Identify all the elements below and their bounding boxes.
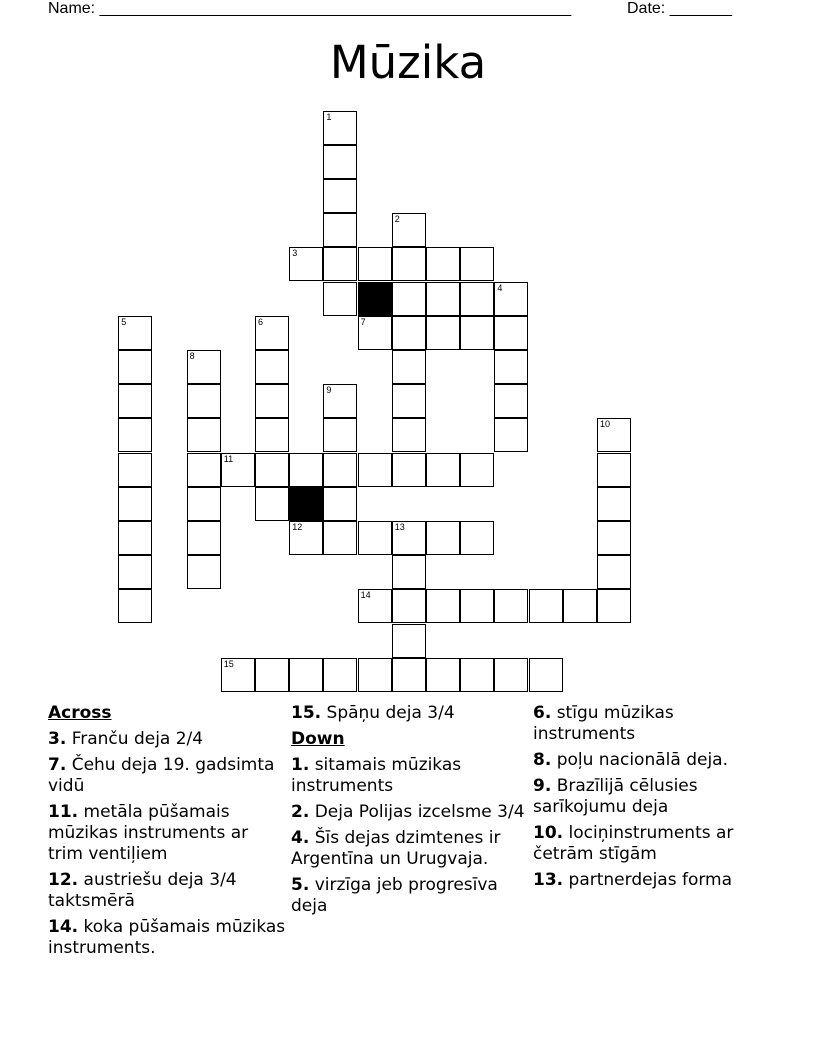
clues-column-2: [291, 703, 529, 922]
crossword-cell[interactable]: [255, 384, 289, 418]
crossword-cell[interactable]: [392, 418, 426, 452]
crossword-cell[interactable]: [494, 316, 528, 350]
crossword-cell[interactable]: [118, 418, 152, 452]
crossword-cell[interactable]: [323, 111, 357, 145]
crossword-cell[interactable]: [118, 384, 152, 418]
clue-down-13: [533, 870, 771, 891]
clue-text: austriešu deja 3/4 taktsmērā: [48, 870, 237, 911]
clue-across-14: [48, 917, 286, 959]
clue-number: 9.: [533, 776, 552, 796]
crossword-cell[interactable]: [426, 521, 460, 555]
crossword-cell[interactable]: [597, 589, 631, 623]
cell-number: 3: [292, 248, 298, 259]
crossword-cell[interactable]: [597, 418, 631, 452]
clue-down-9: [533, 776, 771, 818]
crossword-cell[interactable]: [255, 658, 289, 692]
crossword-cell[interactable]: [187, 555, 221, 589]
crossword-cell[interactable]: [392, 589, 426, 623]
clue-text: Brazīlijā cēlusies sarīkojumu deja: [533, 776, 698, 817]
clue-number: 15.: [291, 703, 322, 723]
crossword-cell[interactable]: [323, 658, 357, 692]
crossword-cell[interactable]: [255, 453, 289, 487]
cell-number: 8: [189, 351, 195, 361]
cell-number: 6: [258, 316, 264, 327]
crossword-cell[interactable]: [358, 521, 392, 555]
crossword-cell[interactable]: [323, 487, 357, 521]
crossword-cell[interactable]: [460, 282, 494, 316]
crossword-cell[interactable]: [392, 213, 426, 247]
crossword-cell[interactable]: [494, 282, 528, 316]
clue-text: partnerdejas forma: [568, 870, 733, 890]
clue-down-1: [291, 755, 529, 797]
crossword-cell[interactable]: [187, 487, 221, 521]
clue-across-3: [48, 729, 286, 750]
cell-number: 2: [394, 214, 400, 225]
crossword-black-cell: [358, 282, 392, 316]
clue-text: Šīs dejas dzimtenes ir Argentīna un Urugvaja.: [291, 828, 501, 869]
clue-across-7: [48, 755, 286, 797]
crossword-cell[interactable]: [255, 487, 289, 521]
crossword-cell[interactable]: [255, 418, 289, 452]
cell-number: 4: [497, 282, 503, 293]
crossword-cell[interactable]: [358, 316, 392, 350]
crossword-cell[interactable]: [529, 658, 563, 692]
clues-column-1: [48, 703, 286, 964]
crossword-cell[interactable]: [392, 521, 426, 555]
crossword-cell[interactable]: [323, 384, 357, 418]
crossword-cell[interactable]: [392, 384, 426, 418]
crossword-cell[interactable]: [460, 589, 494, 623]
clue-text: koka pūšamais mūzikas instruments.: [48, 917, 286, 958]
clue-number: 4.: [291, 828, 310, 848]
cell-number: 14: [360, 590, 371, 601]
crossword-cell[interactable]: [426, 453, 460, 487]
clue-down-10: [533, 823, 771, 865]
clue-down-8: [533, 750, 771, 771]
crossword-cell[interactable]: [323, 521, 357, 555]
clue-text: Deja Polijas izcelsme 3/4: [314, 802, 525, 822]
crossword-cell[interactable]: [392, 282, 426, 316]
crossword-cell[interactable]: [118, 555, 152, 589]
crossword-cell[interactable]: [494, 589, 528, 623]
crossword-cell[interactable]: [529, 589, 563, 623]
clue-number: 7.: [48, 755, 67, 775]
crossword-cell[interactable]: [289, 247, 323, 281]
crossword-cell[interactable]: [187, 350, 221, 384]
crossword-cell[interactable]: [392, 658, 426, 692]
cell-number: 1: [326, 111, 332, 122]
crossword-cell[interactable]: [460, 453, 494, 487]
crossword-cell[interactable]: [323, 453, 357, 487]
crossword-cell[interactable]: [221, 453, 255, 487]
crossword-cell[interactable]: [118, 589, 152, 623]
clue-number: 11.: [48, 802, 79, 822]
clue-text: Franču deja 2/4: [71, 729, 204, 749]
crossword-cell[interactable]: [392, 247, 426, 281]
clue-across-11: [48, 802, 286, 865]
cell-number: 12: [292, 522, 303, 532]
crossword-cell[interactable]: [358, 453, 392, 487]
cell-number: 7: [360, 316, 366, 327]
crossword-cell[interactable]: [118, 521, 152, 555]
crossword-cell[interactable]: [187, 521, 221, 555]
clue-across-12: [48, 870, 286, 912]
crossword-cell[interactable]: [597, 521, 631, 555]
crossword-cell[interactable]: [187, 453, 221, 487]
crossword-cell[interactable]: [597, 453, 631, 487]
clue-text: poļu nacionālā deja.: [556, 750, 728, 770]
crossword-cell[interactable]: [187, 384, 221, 418]
crossword-cell[interactable]: [563, 589, 597, 623]
clue-text: metāla pūšamais mūzikas instruments ar trim ventiļiem: [48, 802, 249, 864]
crossword-cell[interactable]: [323, 282, 357, 316]
clue-number: 14.: [48, 917, 79, 937]
clue-down-2: [291, 802, 529, 823]
cell-number: 5: [121, 316, 127, 327]
cell-number: 11: [223, 453, 234, 464]
date-line: Date: _______: [627, 0, 732, 17]
crossword-cell[interactable]: [118, 316, 152, 350]
crossword-cell[interactable]: [289, 658, 323, 692]
crossword-cell[interactable]: [118, 350, 152, 384]
crossword-cell[interactable]: [392, 350, 426, 384]
crossword-cell[interactable]: [426, 247, 460, 281]
crossword-cell[interactable]: [392, 453, 426, 487]
crossword-cell[interactable]: [494, 384, 528, 418]
crossword-cell[interactable]: [323, 247, 357, 281]
clue-number: 10.: [533, 823, 564, 843]
crossword-cell[interactable]: [494, 350, 528, 384]
crossword-cell[interactable]: [358, 658, 392, 692]
crossword-cell[interactable]: [323, 418, 357, 452]
clue-down-5: [291, 875, 529, 917]
crossword-cell[interactable]: [118, 487, 152, 521]
clue-number: 1.: [291, 755, 310, 775]
name-line: Name: _____________________________________________________: [48, 0, 572, 17]
clue-text: Spāņu deja 3/4: [326, 703, 455, 723]
crossword-cell[interactable]: [358, 247, 392, 281]
clue-text: stīgu mūzikas instruments: [533, 703, 674, 744]
crossword-black-cell: [289, 487, 323, 521]
clue-across-15: [291, 703, 529, 724]
crossword-cell[interactable]: [460, 521, 494, 555]
clue-number: 12.: [48, 870, 79, 890]
cell-number: 15: [223, 658, 234, 669]
crossword-cell[interactable]: [597, 555, 631, 589]
clue-down-6: [533, 703, 771, 745]
crossword-cell[interactable]: [323, 145, 357, 179]
clue-number: 3.: [48, 729, 67, 749]
crossword-cell[interactable]: [289, 453, 323, 487]
crossword-cell[interactable]: [426, 589, 460, 623]
down-heading: Down: [291, 729, 345, 749]
crossword-cell[interactable]: [426, 658, 460, 692]
clue-text: lociņinstruments ar četrām stīgām: [533, 823, 734, 864]
clue-number: 8.: [533, 750, 552, 770]
crossword-cell[interactable]: [221, 658, 255, 692]
clue-text: Čehu deja 19. gadsimta vidū: [48, 755, 275, 796]
cell-number: 10: [600, 419, 611, 430]
crossword-cell[interactable]: [460, 247, 494, 281]
across-heading: Across: [48, 703, 112, 723]
clues-column-3: [533, 703, 771, 896]
crossword-cell[interactable]: [118, 453, 152, 487]
crossword-cell[interactable]: [597, 487, 631, 521]
crossword-cell[interactable]: [494, 658, 528, 692]
clue-number: 2.: [291, 802, 310, 822]
clue-down-4: [291, 828, 529, 870]
crossword-cell[interactable]: [494, 418, 528, 452]
crossword-cell[interactable]: [460, 316, 494, 350]
crossword-cell[interactable]: [392, 624, 426, 658]
crossword-cell[interactable]: [289, 521, 323, 555]
crossword-cell[interactable]: [426, 316, 460, 350]
crossword-cell[interactable]: [323, 213, 357, 247]
clue-number: 6.: [533, 703, 552, 723]
clue-text: virzīga jeb progresīva deja: [291, 875, 498, 916]
crossword-cell[interactable]: [426, 282, 460, 316]
clue-text: sitamais mūzikas instruments: [291, 755, 462, 796]
cell-number: 9: [326, 385, 332, 396]
crossword-cell[interactable]: [460, 658, 494, 692]
crossword-cell[interactable]: [255, 316, 289, 350]
crossword-cell[interactable]: [255, 350, 289, 384]
crossword-cell[interactable]: [392, 555, 426, 589]
crossword-cell[interactable]: [323, 179, 357, 213]
clue-number: 13.: [533, 870, 564, 890]
clue-number: 5.: [291, 875, 310, 895]
page-title: Mūzika: [329, 36, 487, 89]
cell-number: 13: [394, 522, 405, 532]
crossword-cell[interactable]: [392, 316, 426, 350]
crossword-cell[interactable]: [187, 418, 221, 452]
crossword-cell[interactable]: [358, 589, 392, 623]
